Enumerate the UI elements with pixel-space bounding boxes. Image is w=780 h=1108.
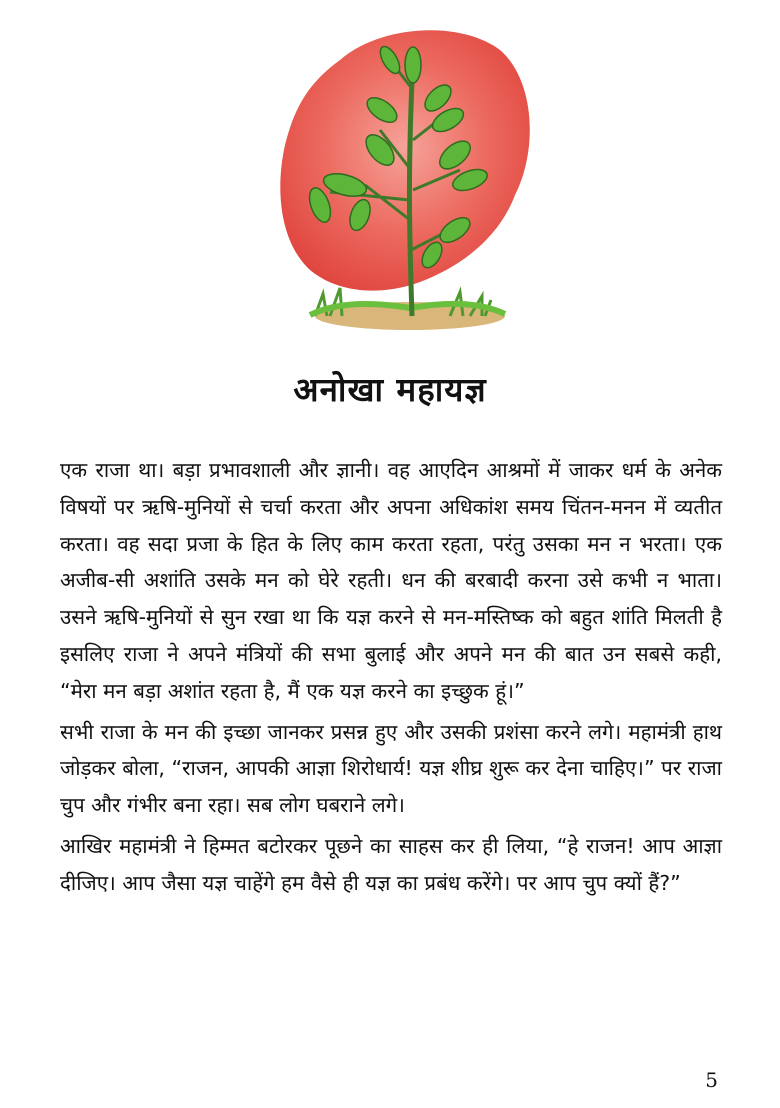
page-number: 5 [705, 1068, 718, 1092]
page-title: अनोखा महायज्ञ [293, 370, 487, 409]
sapling-illustration [270, 20, 540, 340]
paragraph: सभी राजा के मन की इच्छा जानकर प्रसन्न हुए और उसकी प्रशंसा करने लगे। महामंत्री हाथ जोड़कर बोला, “राजन, आपकी आज्ञा शिरोधार्य! यज्ञ शीघ्र शुरू कर देना चाहिए।” पर राजा चुप और गंभीर बना रहा। सब लोग घबराने लगे। [60, 719, 722, 818]
story-body [60, 452, 722, 902]
paragraph: आखिर महामंत्री ने हिम्मत बटोरकर पूछने का साहस कर ही लिया, “हे राजन! आप आज्ञा दीजिए। आप जैसा यज्ञ चाहेंगे हम वैसे ही यज्ञ का प्रबंध करेंगे। पर आप चुप क्यों हैं?” [60, 833, 722, 895]
paragraph: एक राजा था। बड़ा प्रभावशाली और ज्ञानी। वह आएदिन आश्रमों में जाकर धर्म के अनेक विषयों पर ऋषि-मुनियों से चर्चा करता और अपना अधिकांश समय चिंतन-मनन में व्यतीत करता। वह सदा प्रजा के हित के लिए काम करता रहता, परंतु उसका मन न भरता। एक अजीब-सी अशांति उसके मन को घेरे रहती। धन की बरबादी करना उसे कभी न भाता। उसने ऋषि-मुनियों से सुन रखा था कि यज्ञ करने से मन-मस्तिष्क को बहुत शांति मिलती है इसलिए राजा ने अपने मंत्रियों की सभा बुलाई और अपने मन की बात उन सबसे कही, “मेरा मन बड़ा अशांत रहता है, मैं एक यज्ञ करने का इच्छुक हूं।” [60, 458, 722, 703]
